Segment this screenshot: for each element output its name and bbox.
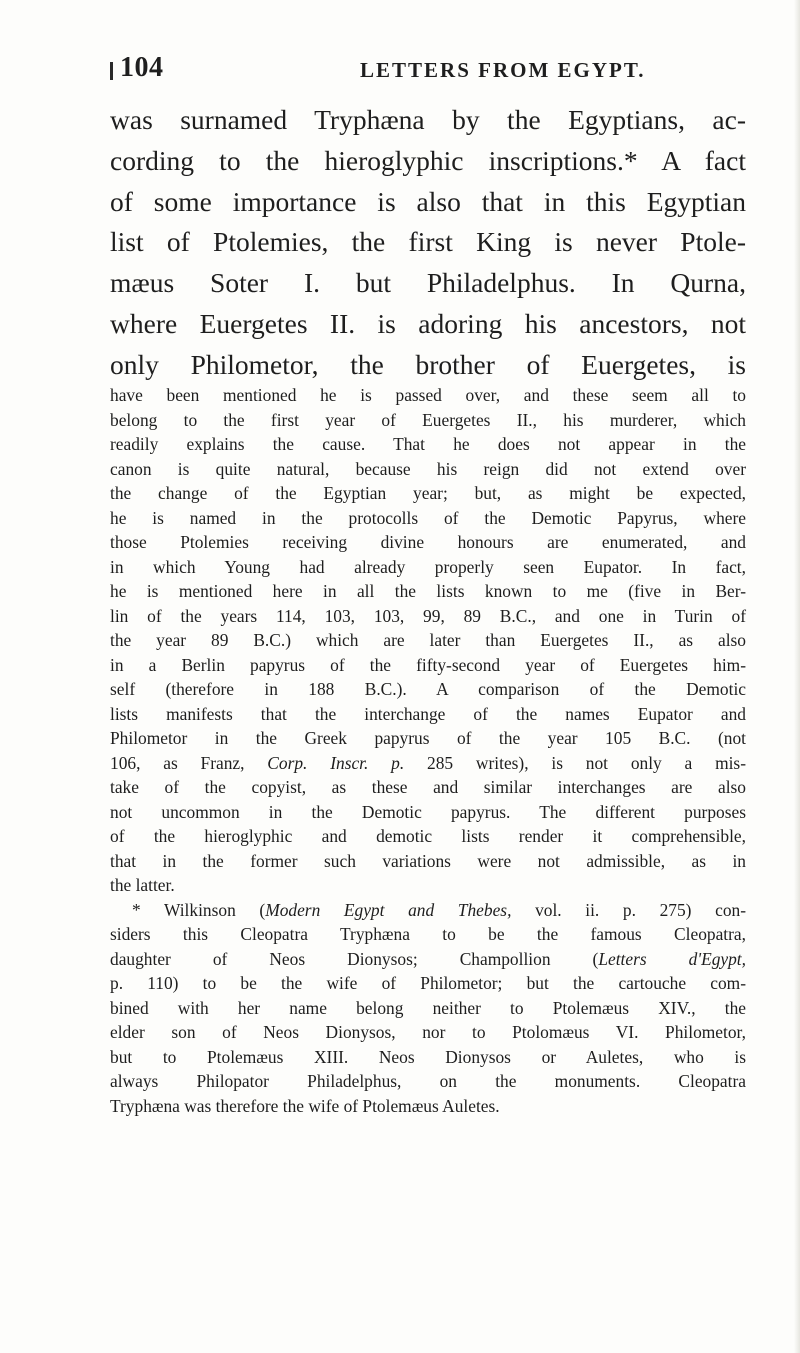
footnote-line: always Philopator Philadelphus, on the monuments. Cleopatra [110,1071,746,1091]
note-line: the year 89 B.C.) which are later than Euergetes II., as also [110,630,746,650]
note-line: lin of the years 114, 103, 103, 99, 89 B.C., and one in Turin of [110,605,746,626]
note-line: canon is quite natural, because his reign did not extend over [110,458,746,479]
page-header [110,52,740,92]
footnote-line [110,898,746,923]
footnote-marker-text: * Wilkinson ( [132,899,266,920]
note-line: that in the former such variations were not admissible, as in [110,850,746,871]
footnote-line: Tryphæna was therefore the wife of Ptolemæus Auletes. [110,1095,500,1116]
page-number: 104 [120,52,164,83]
footnote-line [110,947,746,972]
continued-note [110,383,746,898]
footnote-book-title: Modern Egypt and Thebes, [265,899,512,920]
note-line: Philometor in the Greek papyrus of the year 105 B.C. (not [110,728,746,748]
note-line: the change of the Egyptian year; but, as might be expected, [110,483,746,503]
main-text-line: was surnamed Tryphæna by the Egyptians, ac- [110,104,746,135]
page-edge-shadow [794,0,800,1353]
note-line: lists manifests that the interchange of the names Eupator and [110,703,746,724]
note-line: of the hieroglyphic and demotic lists render it comprehensible, [110,826,746,846]
note-line: take of the copyist, as these and similar interchanges are also [110,777,746,797]
note-line: not uncommon in the Demotic papyrus. The different purposes [110,801,746,822]
footnote [110,898,746,1119]
main-text-line: mæus Soter I. but Philadelphus. In Qurna, [110,267,746,299]
footnote-line: siders this Cleopatra Tryphæna to be the famous Cleopatra, [110,924,746,944]
note-line: have been mentioned he is passed over, and these seem all to [110,385,746,405]
note-line: those Ptolemies receiving divine honours are enumerated, and [110,532,746,552]
note-line: in a Berlin papyrus of the fifty-second year of Euergetes him- [110,654,746,675]
footnote-text: daughter of Neos Dionysos; Champollion ( [110,948,599,969]
footnote-line: elder son of Neos Dionysos, nor to Ptolomæus VI. Philometor, [110,1022,746,1042]
main-paragraph [110,100,746,386]
notes-section [110,383,746,1118]
citation-pre: 106, as Franz, [110,752,268,773]
note-line: he is named in the protocolls of the Demotic Papyrus, where [110,507,746,528]
footnote-line: bined with her name belong neither to Ptolemæus XIV., the [110,997,746,1018]
note-line: self (therefore in 188 B.C.). A comparison of the Demotic [110,679,746,699]
main-text-line: where Euergetes II. is adoring his ancestors, not [110,307,746,339]
main-text-line: list of Ptolemies, the first King is never Ptole- [110,226,746,258]
note-line: the latter. [110,875,175,895]
note-line: belong to the first year of Euergetes II., his murderer, which [110,409,746,430]
main-text-line: only Philometor, the brother of Euergetes, is [110,348,746,380]
note-line: he is mentioned here in all the lists known to me (five in Ber- [110,581,746,601]
citation-title: Corp. Inscr. p. [267,752,405,773]
running-title: LETTERS FROM EGYPT. [360,58,646,82]
citation-post: 285 writes), is not only a mis- [404,752,746,773]
footnote-line: but to Ptolemæus XIII. Neos Dionysos or Auletes, who is [110,1046,746,1067]
footnote-text: vol. ii. p. 275) con- [511,899,746,920]
main-text-line: of some importance is also that in this Egyptian [110,185,746,217]
note-line: readily explains the cause. That he does not appear in the [110,434,746,454]
footnote-book-title: Letters d'Egypt, [598,948,746,969]
note-line: in which Young had already properly seen Eupator. In fact, [110,556,746,577]
main-text-line: cording to the hieroglyphic inscriptions.* A fact [110,144,746,176]
note-line-with-citation [110,751,746,776]
footnote-line: p. 110) to be the wife of Philometor; but the cartouche com- [110,973,746,993]
